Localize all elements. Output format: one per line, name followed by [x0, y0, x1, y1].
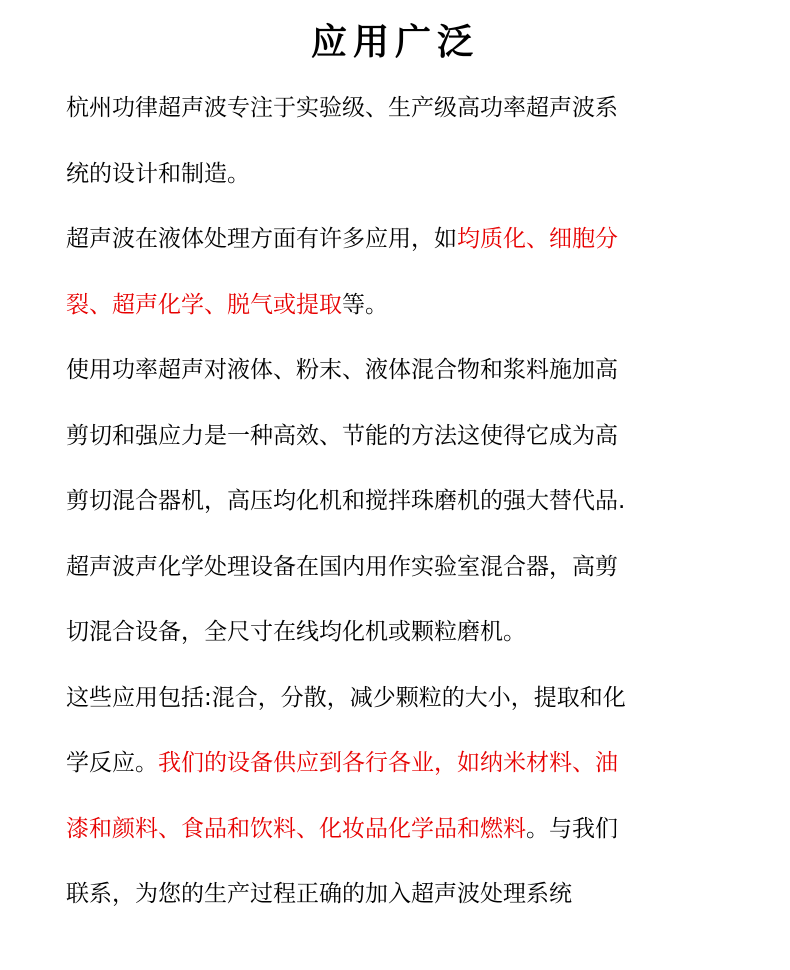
text-line: [66, 142, 726, 208]
text-line: [66, 666, 726, 732]
text-line: [66, 76, 726, 142]
paragraph-2: [66, 207, 726, 338]
body-text: 杭州功律超声波专注于实验级、生产级高功率超声波系: [66, 95, 618, 121]
article-body: [66, 76, 726, 928]
text-line: [66, 600, 726, 666]
body-text: 剪切混合器机，高压均化机和搅拌珠磨机的强大替代品.: [66, 488, 626, 514]
body-text: 这些应用包括:混合，分散，减少颗粒的大小，提取和化: [66, 684, 626, 711]
body-text: 超声波声化学处理设备在国内用作实验室混合器，高剪: [66, 553, 618, 580]
text-line: [66, 535, 726, 601]
body-text: 超声波在液体处理方面有许多应用，如: [66, 226, 457, 252]
paragraph-4: [66, 535, 726, 666]
text-line: [66, 338, 726, 404]
highlighted-text: 裂、超声化学、脱气或提取: [66, 291, 342, 318]
text-line: [66, 207, 726, 273]
page-title: 应用广泛: [310, 21, 479, 63]
paragraph-5: [66, 666, 726, 928]
highlighted-text: 我们的设备供应到各行各业，如纳米材料、油: [158, 750, 618, 776]
body-text: 统的设计和制造。: [66, 160, 250, 187]
body-text: 。与我们: [526, 815, 618, 842]
highlighted-text: 漆和颜料、食品和饮料、化妆品化学品和燃料: [66, 815, 526, 842]
body-text: 等。: [342, 291, 388, 318]
paragraph-1: [66, 76, 726, 207]
body-text: 联系，为您的生产过程正确的加入超声波处理系统: [66, 881, 572, 907]
text-line: [66, 797, 726, 863]
body-text: 切混合设备，全尺寸在线均化机或颗粒磨机。: [66, 619, 526, 645]
text-line: [66, 404, 726, 470]
text-line: [66, 469, 726, 535]
highlighted-text: 均质化、细胞分: [457, 226, 618, 252]
body-text: 剪切和强应力是一种高效、节能的方法这使得它成为高: [66, 422, 618, 449]
text-line: [66, 273, 726, 339]
paragraph-3: [66, 338, 726, 535]
body-text: 学反应。: [66, 750, 158, 776]
text-line: [66, 862, 726, 928]
text-line: [66, 731, 726, 797]
body-text: 使用功率超声对液体、粉末、液体混合物和浆料施加高: [66, 357, 618, 383]
